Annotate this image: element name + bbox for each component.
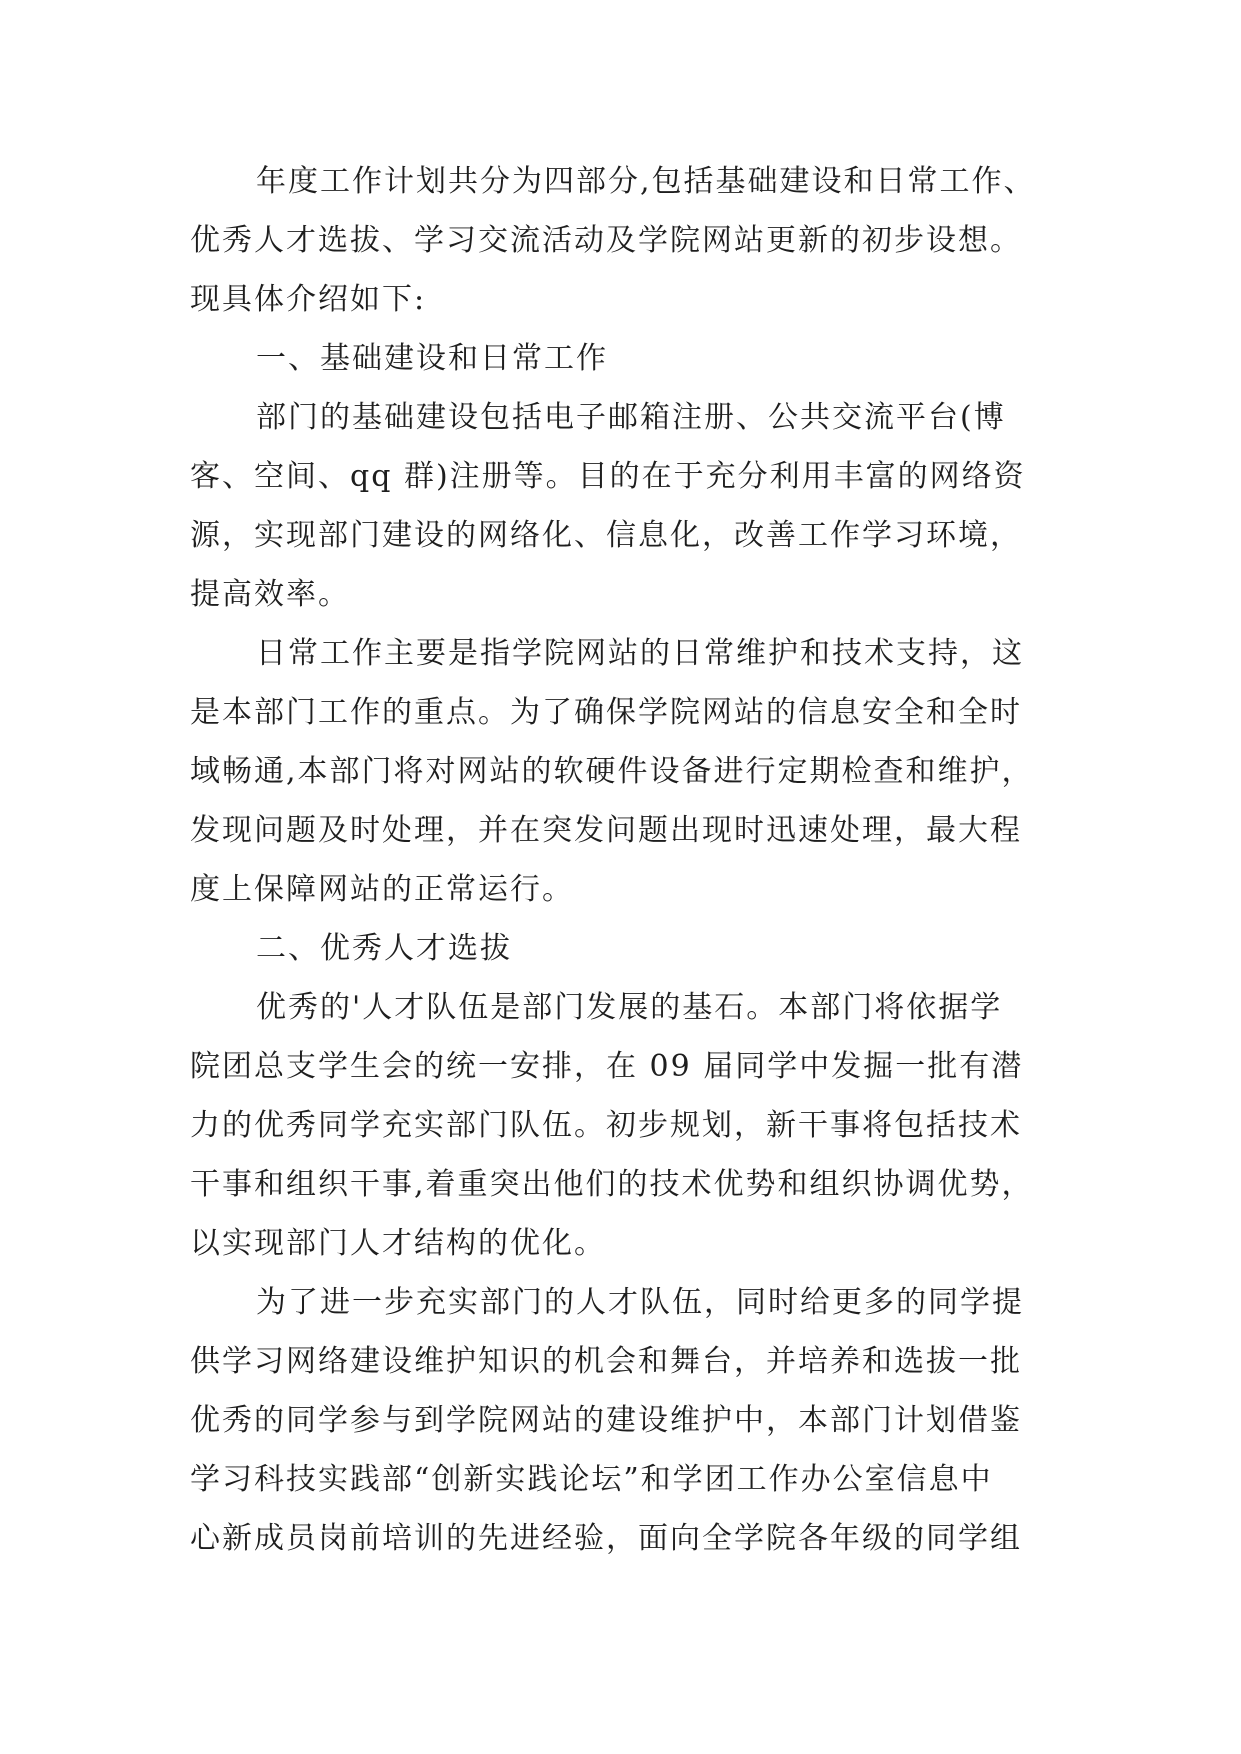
paragraph-line: 度上保障网站的正常运行。 bbox=[190, 872, 574, 907]
paragraph-line: 提高效率。 bbox=[190, 577, 350, 612]
paragraph-line: 优秀人才选拔、学习交流活动及学院网站更新的初步设想。 bbox=[190, 223, 1022, 258]
paragraph-line: 优秀的'人才队伍是部门发展的基石。本部门将依据学 bbox=[256, 990, 1003, 1025]
paragraph-line: 干事和组织干事,着重突出他们的技术优势和组织协调优势， bbox=[190, 1167, 1034, 1202]
paragraph-line: 学习科技实践部“创新实践论坛”和学团工作办公室信息中 bbox=[190, 1462, 993, 1497]
paragraph-line: 源，实现部门建设的网络化、信息化，改善工作学习环境， bbox=[190, 518, 1022, 553]
paragraph-line: 日常工作主要是指学院网站的日常维护和技术支持，这 bbox=[256, 636, 1024, 671]
paragraph-line: 现具体介绍如下: bbox=[190, 282, 427, 317]
document-body bbox=[190, 152, 1095, 1568]
paragraph-line: 力的优秀同学充实部门队伍。初步规划，新干事将包括技术 bbox=[190, 1108, 1022, 1143]
paragraph-line: 以实现部门人才结构的优化。 bbox=[190, 1226, 606, 1261]
paragraph-line: 年度工作计划共分为四部分,包括基础建设和日常工作、 bbox=[256, 164, 1036, 199]
section-heading: 一、基础建设和日常工作 bbox=[256, 341, 608, 376]
paragraph-line: 域畅通,本部门将对网站的软硬件设备进行定期检查和维护， bbox=[190, 754, 1034, 789]
paragraph-line: 发现问题及时处理，并在突发问题出现时迅速处理，最大程 bbox=[190, 813, 1022, 848]
paragraph-line: 院团总支学生会的统一安排，在 09 届同学中发掘一批有潜 bbox=[190, 1049, 1024, 1084]
paragraph-line: 是本部门工作的重点。为了确保学院网站的信息安全和全时 bbox=[190, 695, 1022, 730]
paragraph-line: 心新成员岗前培训的先进经验，面向全学院各年级的同学组 bbox=[190, 1521, 1022, 1556]
paragraph-line: 优秀的同学参与到学院网站的建设维护中，本部门计划借鉴 bbox=[190, 1403, 1022, 1438]
paragraph-line: 供学习网络建设维护知识的机会和舞台，并培养和选拔一批 bbox=[190, 1344, 1022, 1379]
paragraph-line: 部门的基础建设包括电子邮箱注册、公共交流平台(博 bbox=[256, 400, 1006, 435]
paragraph-line: 客、空间、qq 群)注册等。目的在于充分利用丰富的网络资 bbox=[190, 459, 1026, 494]
section-heading: 二、优秀人才选拔 bbox=[256, 931, 512, 966]
paragraph-line: 为了进一步充实部门的人才队伍，同时给更多的同学提 bbox=[256, 1285, 1024, 1320]
